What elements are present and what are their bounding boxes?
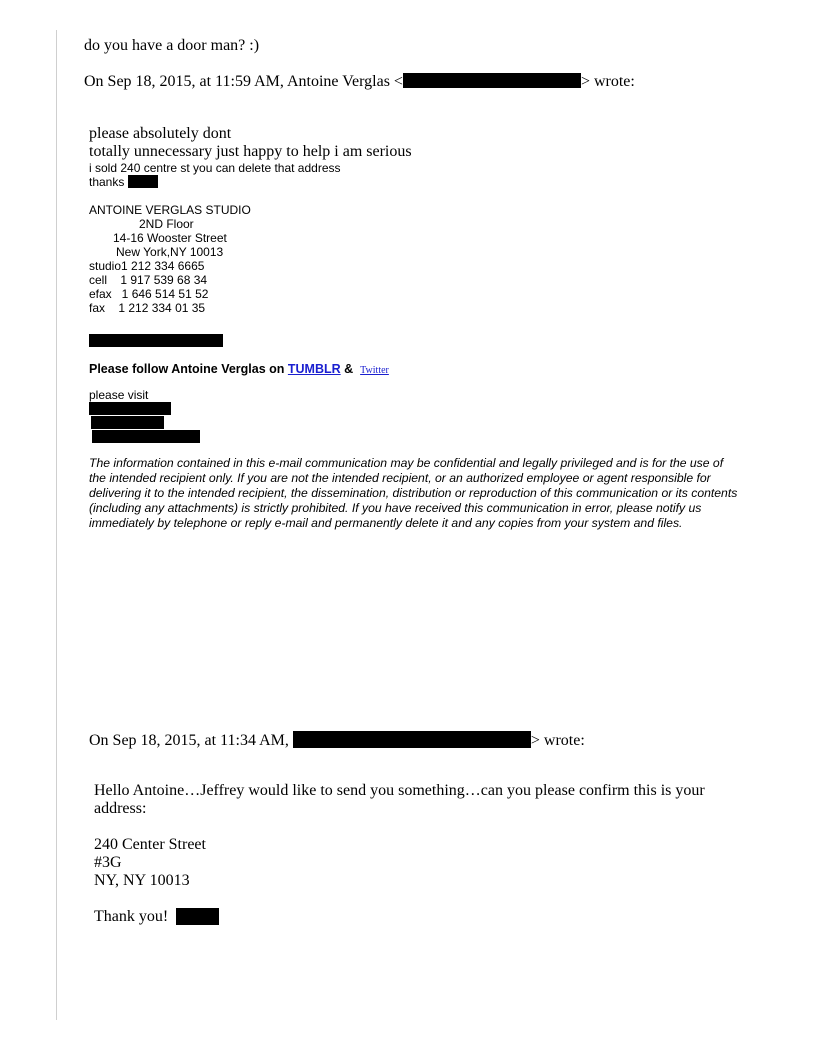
left-margin-rule: [56, 30, 57, 1020]
quoted-header-1: [84, 73, 635, 91]
redacted-email: [403, 73, 581, 88]
original-thanks: Thank you!: [94, 908, 169, 925]
tumblr-link[interactable]: TUMBLR: [287, 362, 341, 376]
sig-street: 14-16 Wooster Street: [113, 231, 227, 245]
twitter-link[interactable]: Twitter: [360, 365, 389, 376]
redacted-name: [128, 175, 158, 188]
address-line-1: 240 Center Street: [94, 836, 206, 853]
sig-fax: fax 1 212 334 01 35: [89, 301, 206, 315]
redacted-line: [89, 334, 223, 347]
sig-studio-phone: studio1 212 334 6665: [89, 259, 205, 273]
quoted-header-2: [89, 731, 585, 750]
address-line-2: #3G: [94, 854, 122, 871]
reply-line: do you have a door man? :): [84, 37, 260, 54]
sig-studio-name: ANTOINE VERGLAS STUDIO: [89, 203, 251, 217]
message-thanks: thanks: [89, 175, 125, 189]
quoted-header-1-suffix: > wrote:: [580, 73, 635, 90]
quoted-header-2-suffix: > wrote:: [530, 732, 585, 749]
redacted-link-1: [89, 402, 171, 415]
redacted-link-2: [91, 416, 164, 429]
sig-city: New York,NY 10013: [116, 245, 224, 259]
message-line-3: i sold 240 centre st you can delete that address: [89, 161, 341, 175]
message-line-1: please absolutely dont: [89, 125, 232, 142]
redacted-signoff-name: [176, 908, 219, 925]
quoted-header-2-prefix: On Sep 18, 2015, at 11:34 AM,: [89, 732, 293, 749]
sig-cell: cell 1 917 539 68 34: [89, 273, 208, 287]
redacted-link-3: [92, 430, 200, 443]
sig-efax: efax 1 646 514 51 52: [89, 287, 209, 301]
please-visit: please visit: [89, 388, 149, 402]
ampersand: &: [340, 362, 357, 376]
follow-line: [89, 362, 389, 376]
address-line-3: NY, NY 10013: [94, 872, 190, 889]
sig-floor: 2ND Floor: [139, 217, 194, 231]
quoted-header-1-prefix: On Sep 18, 2015, at 11:59 AM, Antoine Verglas <: [84, 73, 403, 90]
original-body: Hello Antoine…Jeffrey would like to send you something…can you please confirm this is your address:: [94, 782, 705, 817]
follow-text: Please follow Antoine Verglas on: [89, 362, 288, 376]
message-line-2: totally unnecessary just happy to help i am serious: [89, 143, 412, 160]
redacted-sender: [293, 731, 531, 748]
confidentiality-disclaimer: The information contained in this e-mail communication may be confidential and legally privileged and is for the use of the intended recipient only. If you are not the intended recipient, or an authorized employee or agent responsible for delivering it to the intended recipient, the dissemination, distribution or reproduction of this communication or its contents (including any attachments) is strictly prohibited. If you have received this communication in error, please notify us immediately by telephone or reply e-mail and permanently delete it and any copies from your system and files.: [89, 456, 738, 530]
